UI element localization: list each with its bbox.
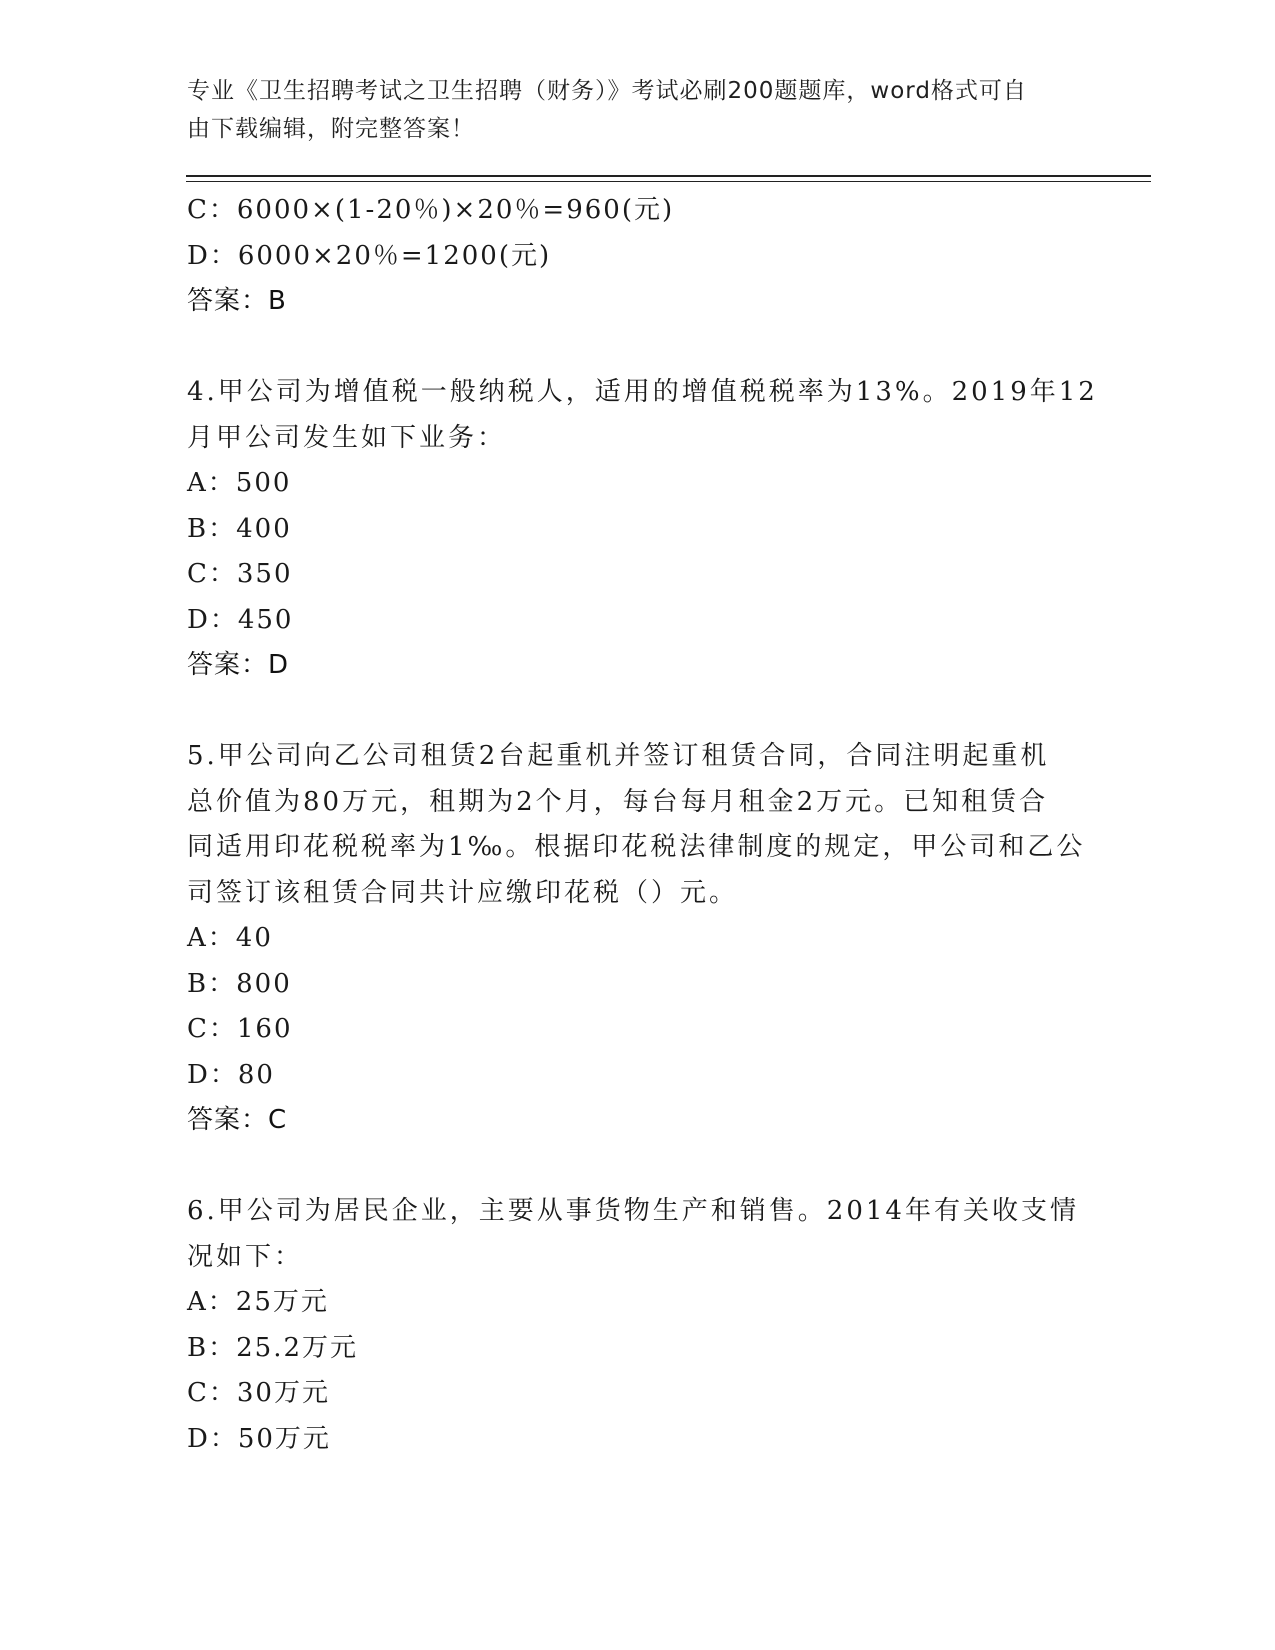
option-c: C：160 — [187, 1014, 293, 1044]
question-text-line: 同适用印花税税率为1‰。根据印花税法律制度的规定，甲公司和乙公 — [187, 832, 1086, 862]
option-d: D：6000×20％=1200(元) — [187, 240, 552, 271]
question-text-line: 况如下： — [187, 1241, 304, 1272]
header-divider-thick — [186, 175, 1151, 177]
option-d: D：50万元 — [187, 1423, 331, 1454]
spacer — [187, 689, 1087, 735]
option-a: A：500 — [187, 468, 292, 498]
answer-line: 答案：D — [187, 650, 290, 680]
option-c: C：350 — [187, 559, 293, 589]
header-title-line-1: 专业《卫生招聘考试之卫生招聘（财务）》考试必刷200题题库，word格式可自 — [187, 78, 1027, 104]
document-body — [187, 188, 1098, 1462]
option-b: B：25.2万元 — [187, 1332, 358, 1363]
answer-line: 答案：C — [187, 1105, 288, 1135]
question-text-line: 6.甲公司为居民企业，主要从事货物生产和销售。2014年有关收支情 — [187, 1196, 1079, 1226]
document-header — [187, 72, 1067, 148]
option-c: C：30万元 — [187, 1378, 330, 1408]
spacer — [187, 325, 1087, 371]
spacer — [187, 1144, 1087, 1190]
question-text-line: 月甲公司发生如下业务： — [187, 422, 507, 453]
option-b: B：800 — [187, 968, 292, 999]
answer-line: 答案：B — [187, 286, 287, 316]
question-block-4 — [187, 370, 1098, 689]
option-d: D：80 — [187, 1059, 275, 1090]
option-a: A：40 — [187, 923, 273, 953]
question-text-line: 4.甲公司为增值税一般纳税人，适用的增值税税率为13%。2019年12 — [187, 377, 1098, 407]
question-text-line: 总价值为80万元，租期为2个月，每台每月租金2万元。已知租赁合 — [187, 786, 1049, 817]
option-a: A：25万元 — [187, 1287, 329, 1317]
question-text-line: 司签订该租赁合同共计应缴印花税（）元。 — [187, 877, 739, 908]
question-block-5 — [187, 734, 1087, 1144]
question-text-line: 5.甲公司向乙公司租赁2台起重机并签订租赁合同，合同注明起重机 — [187, 741, 1050, 771]
question-block-6 — [187, 1189, 1087, 1462]
option-b: B：400 — [187, 513, 292, 544]
header-divider-thin — [186, 181, 1151, 182]
option-c: C：6000×(1-20％)×20％=960(元) — [187, 195, 675, 225]
prev-question-block — [187, 188, 1087, 325]
option-d: D：450 — [187, 604, 294, 635]
header-title-line-2: 由下载编辑，附完整答案！ — [187, 116, 475, 142]
